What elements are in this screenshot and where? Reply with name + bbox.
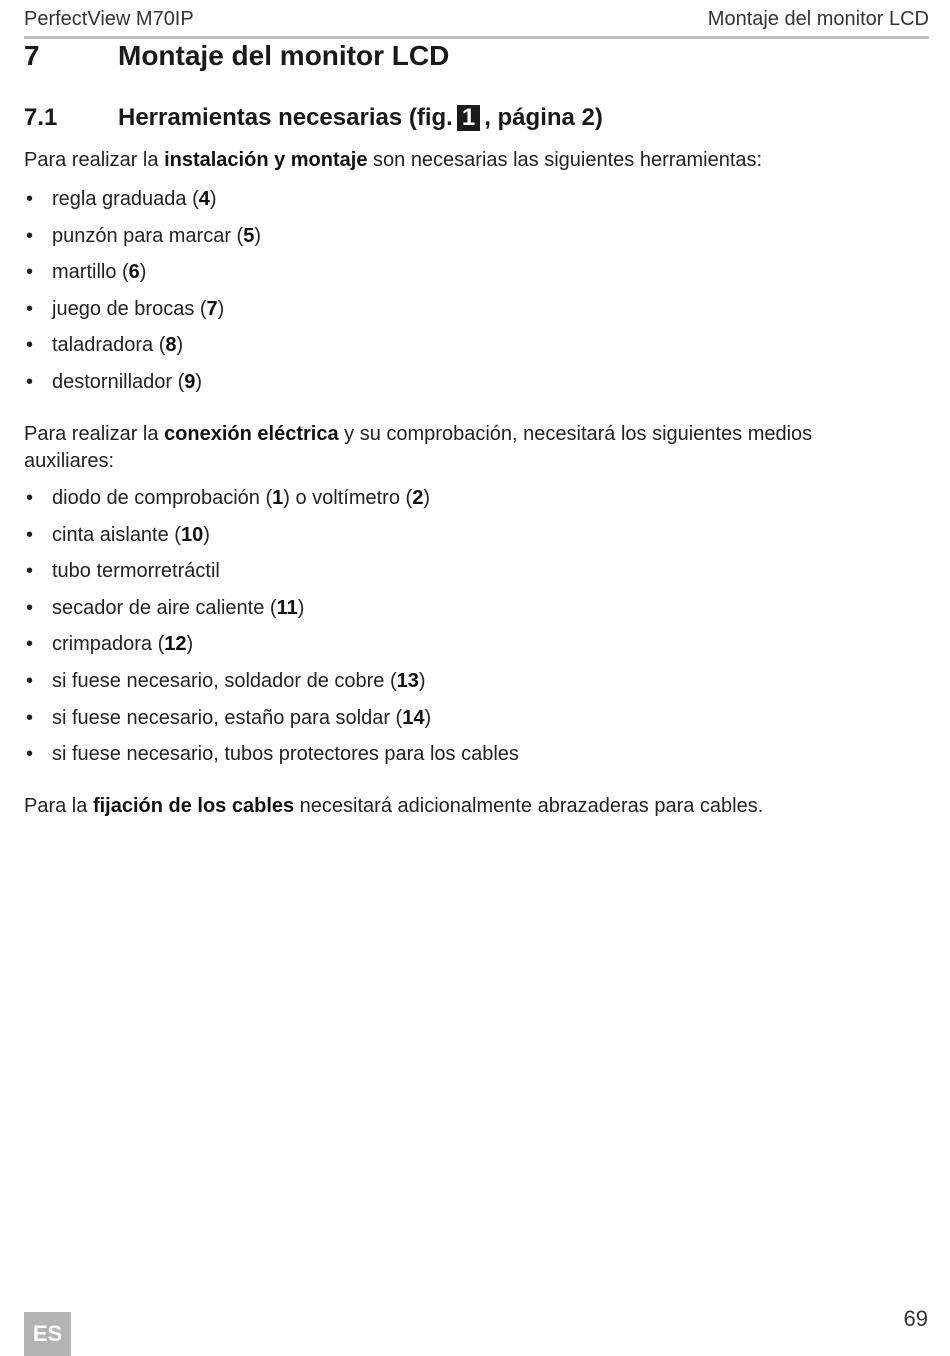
item-reference-number: 6 bbox=[128, 261, 140, 284]
subsection-title bbox=[118, 104, 603, 132]
figure-reference-badge: 1 bbox=[457, 105, 480, 131]
list-item-text-close: ) bbox=[424, 706, 432, 729]
list-item-text: diodo de comprobación ( bbox=[52, 487, 273, 509]
list-item bbox=[24, 558, 519, 595]
subsection-title-before: Herramientas necesarias (fig. bbox=[118, 104, 453, 131]
item-reference-number: 13 bbox=[396, 669, 419, 692]
bullet-icon: • bbox=[26, 560, 34, 583]
list-item bbox=[24, 741, 519, 778]
list-item bbox=[24, 595, 519, 632]
list-item-text-close: ) bbox=[254, 224, 261, 247]
item-reference-number: 7 bbox=[206, 297, 218, 320]
item-reference-number: 4 bbox=[198, 188, 210, 210]
list-item bbox=[24, 223, 261, 260]
bullet-icon: • bbox=[26, 297, 34, 320]
list-item-text-close: ) bbox=[418, 669, 426, 692]
list-item bbox=[24, 705, 519, 742]
list-item-text-close: ) bbox=[186, 633, 194, 656]
item-reference-number: 11 bbox=[276, 596, 298, 619]
list-item bbox=[24, 369, 261, 406]
item-reference-number: 2 bbox=[412, 487, 424, 509]
list-item-text: cinta aislante ( bbox=[52, 523, 181, 546]
item-reference-number: 10 bbox=[180, 523, 204, 546]
tools-intro-bold: instalación y montaje bbox=[164, 149, 368, 171]
list-item-text: si fuese necesario, tubos protectores para los cables bbox=[52, 743, 519, 766]
list-item bbox=[24, 485, 519, 522]
list-item bbox=[24, 332, 261, 369]
list-item-text: destornillador ( bbox=[52, 370, 185, 393]
list-item-text: taladradora ( bbox=[52, 334, 166, 357]
list-item-text: crimpadora ( bbox=[52, 633, 165, 656]
tools-intro-paragraph: Para realizar la instalación y montaje son necesarias las siguientes herramientas: bbox=[24, 149, 763, 171]
list-item bbox=[24, 296, 261, 333]
page-header bbox=[24, 6, 929, 39]
item-reference-number: 9 bbox=[184, 370, 196, 393]
bullet-icon: • bbox=[26, 596, 34, 619]
list-item-text-close: ) bbox=[209, 188, 217, 210]
list-item-text-close: ) bbox=[297, 596, 305, 619]
list-item-text: punzón para marcar ( bbox=[52, 224, 244, 247]
cable-fixing-bold: fijación de los cables bbox=[92, 795, 295, 817]
list-item-text: regla graduada ( bbox=[52, 188, 199, 210]
item-reference-number: 14 bbox=[402, 706, 425, 729]
list-item-text: martillo ( bbox=[52, 261, 129, 284]
bullet-icon: • bbox=[26, 334, 34, 357]
electrical-intro-bold: conexión eléctrica bbox=[164, 423, 339, 445]
list-item-text-close: ) bbox=[203, 523, 210, 546]
list-item-text-mid: ) o voltímetro ( bbox=[283, 487, 413, 509]
list-item bbox=[24, 186, 261, 223]
bullet-icon: • bbox=[26, 261, 34, 284]
tools-list bbox=[24, 186, 261, 406]
section-title: Montaje del monitor LCD bbox=[118, 40, 450, 71]
item-reference-number: 12 bbox=[164, 633, 187, 656]
bullet-icon: • bbox=[26, 224, 34, 247]
bullet-icon: • bbox=[26, 633, 34, 656]
list-item-text-close: ) bbox=[423, 487, 430, 509]
bullet-icon: • bbox=[26, 370, 34, 393]
cable-fixing-paragraph: Para la fijación de los cables necesitará adicionalmente abrazaderas para cables. bbox=[24, 795, 764, 817]
bullet-icon: • bbox=[26, 188, 34, 210]
aids-list bbox=[24, 485, 519, 778]
list-item-text-close: ) bbox=[195, 370, 203, 393]
list-item bbox=[24, 522, 519, 559]
bullet-icon: • bbox=[26, 669, 34, 692]
bullet-icon: • bbox=[26, 743, 34, 766]
item-reference-number: 5 bbox=[243, 224, 255, 247]
list-item-text: tubo termorretráctil bbox=[52, 560, 220, 583]
subsection-number: 7.1 bbox=[24, 104, 58, 131]
language-badge: ES bbox=[24, 1312, 71, 1356]
item-reference-number: 1 bbox=[272, 487, 284, 509]
list-item bbox=[24, 668, 519, 705]
item-reference-number: 8 bbox=[165, 334, 177, 357]
list-item-text-close: ) bbox=[176, 334, 184, 357]
subsection-title-after: , página 2) bbox=[484, 104, 603, 131]
list-item-text: si fuese necesario, estaño para soldar ( bbox=[52, 706, 403, 729]
section-number: 7 bbox=[24, 40, 40, 71]
list-item bbox=[24, 259, 261, 296]
bullet-icon: • bbox=[26, 523, 34, 546]
bullet-icon: • bbox=[26, 487, 34, 509]
list-item bbox=[24, 631, 519, 668]
list-item-text-close: ) bbox=[139, 261, 147, 284]
header-product-name: PerfectView M70IP bbox=[24, 8, 194, 30]
list-item-text-close: ) bbox=[217, 297, 225, 320]
bullet-icon: • bbox=[26, 706, 34, 729]
header-chapter-title: Montaje del monitor LCD bbox=[707, 8, 929, 30]
page-number: 69 bbox=[903, 1306, 928, 1331]
electrical-intro-paragraph: Para realizar la conexión eléctrica y su comprobación, necesitará los siguientes medios auxiliares: bbox=[24, 423, 813, 472]
list-item-text: secador de aire caliente ( bbox=[52, 596, 277, 619]
list-item-text: juego de brocas ( bbox=[52, 297, 207, 320]
list-item-text: si fuese necesario, soldador de cobre ( bbox=[52, 669, 397, 692]
